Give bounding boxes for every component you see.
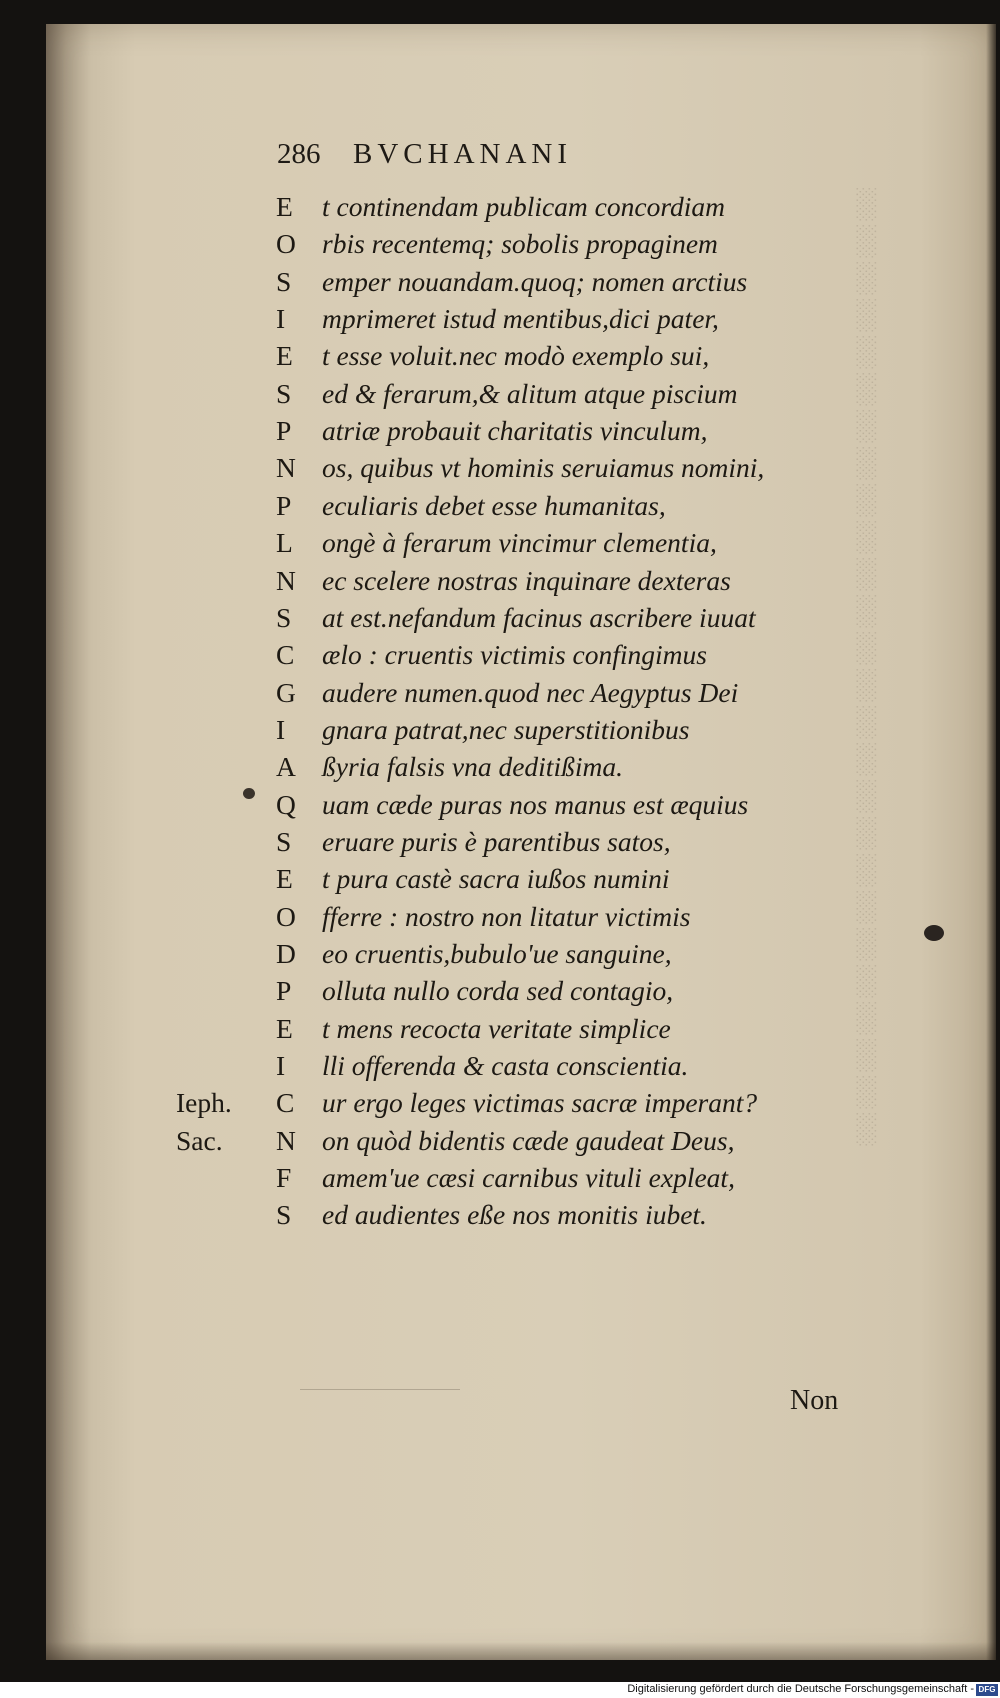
acrostic-letter: A: [276, 751, 296, 783]
verse-text: eo cruentis,bubulo'ue sanguine,: [322, 938, 672, 969]
acrostic-letter: O: [276, 900, 296, 932]
acrostic-letter: I: [276, 713, 286, 745]
poem-line: [0, 1159, 900, 1197]
acrostic-letter: S: [276, 601, 292, 633]
page-header: [277, 138, 737, 178]
poem-line: [0, 636, 900, 674]
poem-line: [0, 786, 900, 824]
verse-text: uam cæde puras nos manus est æquius: [322, 788, 749, 820]
verse-text: t mens recocta veritate simplice: [322, 1012, 671, 1044]
verse-text: os, quibus vt hominis seruiamus nomini,: [322, 452, 765, 484]
poem-line: [0, 524, 900, 562]
acrostic-letter: N: [276, 564, 296, 596]
acrostic-letter: N: [276, 452, 296, 484]
poem-line: [0, 860, 900, 898]
acrostic-letter: P: [276, 489, 292, 521]
verse-text: t continendam publicam concordiam: [322, 191, 726, 222]
poem-line: [0, 823, 900, 861]
verse-text: t pura castè sacra iußos numini: [322, 863, 670, 895]
ink-blot: [924, 925, 944, 941]
poem-line: [0, 375, 900, 413]
acrostic-letter: E: [276, 191, 293, 222]
poem-line: [0, 337, 900, 375]
verse-text: gnara patrat,nec superstitionibus: [322, 713, 690, 745]
verse-text: ongè à ferarum vincimur clementia,: [322, 527, 717, 559]
poem-line: [0, 599, 900, 637]
verse-text: eculiaris debet esse humanitas,: [322, 489, 666, 521]
poem-line: [0, 1084, 900, 1122]
acrostic-letter: E: [276, 1012, 293, 1044]
acrostic-letter: F: [276, 1162, 292, 1194]
poem-line: [0, 300, 900, 338]
verse-text: ed audientes eße nos monitis iubet.: [322, 1199, 707, 1231]
poem-line: [0, 674, 900, 712]
acrostic-letter: D: [276, 938, 296, 969]
acrostic-letter: E: [276, 863, 293, 895]
poem-line: [0, 1010, 900, 1048]
acrostic-letter: L: [276, 527, 293, 559]
page-edge-shadow: [986, 24, 996, 1660]
ink-blot: [243, 788, 255, 799]
acrostic-letter: S: [276, 265, 292, 297]
verse-text: emper nouandam.quoq; nomen arctius: [322, 265, 748, 297]
acrostic-letter: G: [276, 676, 296, 708]
page-number: 286: [277, 138, 321, 170]
acrostic-letter: I: [276, 1050, 286, 1082]
verse-text: t esse voluit.nec modò exemplo sui,: [322, 340, 710, 372]
faint-rule: [300, 1389, 460, 1390]
poem-line: [0, 263, 900, 301]
verse-text: fferre : nostro non litatur victimis: [322, 900, 691, 932]
poem-line: [0, 1196, 900, 1234]
acrostic-letter: Q: [276, 788, 296, 820]
poem-line: [0, 748, 900, 786]
poem-line: [0, 412, 900, 450]
poem-line: [0, 711, 900, 749]
acrostic-letter: S: [276, 377, 292, 409]
poem-line: [0, 562, 900, 600]
verse-text: ed & ferarum,& alitum atque piscium: [322, 377, 738, 409]
poem-line: [0, 1047, 900, 1085]
poem-line: [0, 1122, 900, 1160]
verse-text: amem'ue cæsi carnibus vituli expleat,: [322, 1162, 735, 1194]
acrostic-letter: E: [276, 340, 293, 372]
poem-line: [0, 972, 900, 1010]
running-title: BVCHANANI: [353, 138, 572, 170]
margin-note: Ieph.: [176, 1087, 232, 1119]
acrostic-letter: P: [276, 975, 292, 1007]
acrostic-letter: S: [276, 825, 292, 857]
dfg-logo-icon: DFG: [976, 1684, 998, 1696]
acrostic-letter: N: [276, 1124, 296, 1156]
digitization-footer: [0, 1682, 1000, 1698]
verse-text: ælo : cruentis victimis confingimus: [322, 639, 707, 671]
verse-text: at est.nefandum facinus ascribere iuuat: [322, 601, 756, 633]
verse-text: ßyria falsis vna deditißima.: [322, 751, 623, 783]
verse-text: ur ergo leges victimas sacræ imperant?: [322, 1087, 758, 1119]
poem-line: [0, 935, 900, 973]
acrostic-letter: O: [276, 228, 296, 260]
poem-line: [0, 449, 900, 487]
poem-line: [0, 225, 900, 263]
acrostic-letter: S: [276, 1199, 292, 1231]
catchword: Non: [790, 1385, 839, 1416]
poem-line: [0, 487, 900, 525]
acrostic-letter: C: [276, 1087, 295, 1119]
verse-text: eruare puris è parentibus satos,: [322, 825, 671, 857]
poem-line: [0, 188, 900, 226]
verse-text: rbis recentemq; sobolis propaginem: [322, 228, 718, 260]
margin-note: Sac.: [176, 1124, 223, 1156]
show-through-text: ░ ░ ░ ░ ░ ░ ░ ░ ░ ░ ░ ░ ░ ░ ░ ░ ░ ░ ░ ░ ░ ░ ░ ░ ░ ░: [855, 187, 877, 1145]
verse-text: ec scelere nostras inquinare dexteras: [322, 564, 731, 596]
verse-text: audere numen.quod nec Aegyptus Dei: [322, 676, 739, 708]
verse-text: mprimeret istud mentibus,dici pater,: [322, 303, 719, 335]
footer-credit: Digitalisierung gefördert durch die Deutsche Forschungsgemeinschaft -: [627, 1683, 974, 1695]
verse-text: atriæ probauit charitatis vinculum,: [322, 415, 708, 447]
verse-text: on quòd bidentis cæde gaudeat Deus,: [322, 1124, 735, 1156]
acrostic-letter: I: [276, 303, 286, 335]
page-bottom-shadow: [46, 1642, 996, 1660]
verse-text: lli offerenda & casta conscientia.: [322, 1050, 689, 1082]
acrostic-letter: P: [276, 415, 292, 447]
acrostic-letter: C: [276, 639, 295, 671]
poem-line: [0, 898, 900, 936]
verse-text: olluta nullo corda sed contagio,: [322, 975, 674, 1007]
